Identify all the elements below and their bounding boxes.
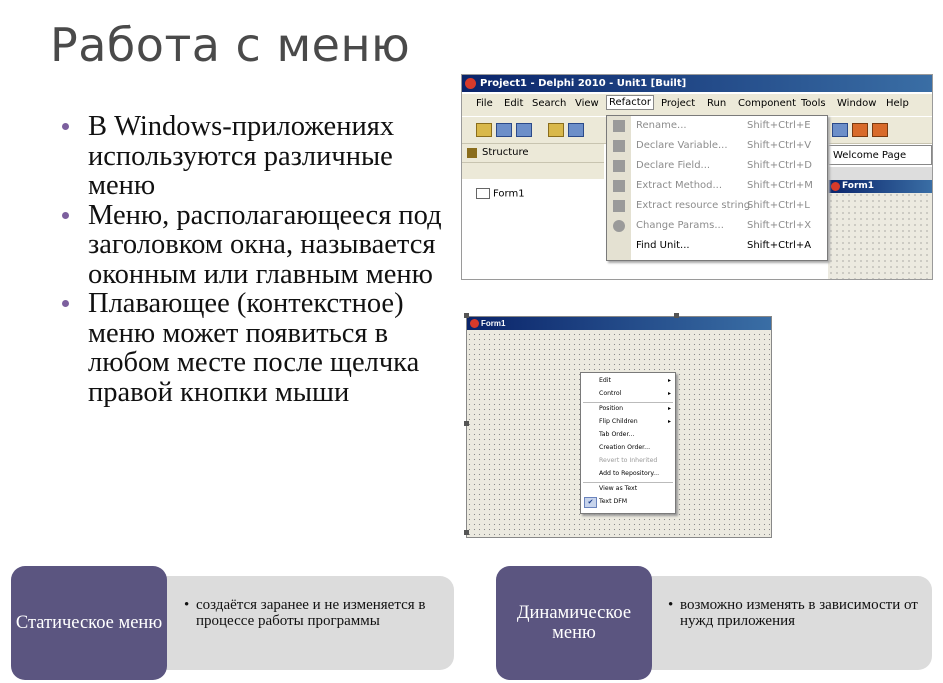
structure-label: Structure xyxy=(482,147,529,158)
context-item-tab-order[interactable]: Tab Order... xyxy=(599,431,635,438)
menu-item-extract-method[interactable]: Extract Method... Shift+Ctrl+M xyxy=(607,176,827,196)
open-icon[interactable] xyxy=(476,123,492,137)
form-caption: Form1 xyxy=(828,180,932,193)
declare-variable-icon xyxy=(613,140,625,152)
context-item-control[interactable]: Control xyxy=(599,390,622,397)
checkmark-icon: ✔ xyxy=(584,497,597,508)
menu-search[interactable]: Search xyxy=(532,98,567,109)
menu-item-find-unit[interactable]: Find Unit... Shift+Ctrl+A xyxy=(636,240,812,251)
context-menu xyxy=(580,372,676,514)
resize-handle[interactable] xyxy=(464,313,469,318)
bullet-icon: • xyxy=(184,597,190,613)
submenu-arrow-icon: ▸ xyxy=(667,418,671,425)
step-icon[interactable] xyxy=(852,123,868,137)
menu-item-declare-variable[interactable]: Declare Variable... Shift+Ctrl+V xyxy=(607,136,827,156)
ide-window-title: Project1 - Delphi 2010 - Unit1 [Built] xyxy=(480,78,687,89)
rename-icon xyxy=(613,120,625,132)
trace-icon[interactable] xyxy=(872,123,888,137)
refactor-dropdown xyxy=(606,115,828,261)
menu-separator xyxy=(583,482,673,483)
submenu-arrow-icon: ▸ xyxy=(667,377,671,384)
context-item-revert-to-inherited[interactable]: Revert to Inherited xyxy=(599,457,658,464)
form-icon xyxy=(476,188,490,199)
context-item-edit[interactable]: Edit xyxy=(599,377,611,384)
context-item-position[interactable]: Position xyxy=(599,405,624,412)
structure-panel xyxy=(462,144,604,280)
menu-file[interactable]: File xyxy=(476,98,493,109)
menu-refactor[interactable]: Refactor xyxy=(606,95,654,110)
ide-title-bar xyxy=(462,75,932,92)
menu-view[interactable]: View xyxy=(575,98,599,109)
context-item-add-to-repository[interactable]: Add to Repository... xyxy=(599,470,660,477)
resize-handle[interactable] xyxy=(464,530,469,535)
extract-resource-icon xyxy=(613,200,625,212)
menu-component[interactable]: Component xyxy=(738,98,797,109)
tree-node-form1[interactable] xyxy=(476,188,525,200)
tab-welcome-page[interactable]: Welcome Page xyxy=(828,145,932,165)
menu-edit[interactable]: Edit xyxy=(504,98,524,109)
structure-toolbar xyxy=(462,162,604,179)
context-item-flip-children[interactable]: Flip Children xyxy=(599,418,638,425)
context-item-text-dfm[interactable]: Text DFM xyxy=(599,498,628,505)
dynamic-menu-description: • возможно изменять в зависимости от нужд приложения xyxy=(668,597,918,629)
submenu-arrow-icon: ▸ xyxy=(667,390,671,397)
form-designer-preview xyxy=(828,167,932,279)
delphi-logo-icon xyxy=(465,78,476,89)
menu-separator xyxy=(583,402,673,403)
menu-window[interactable]: Window xyxy=(837,98,877,109)
menu-item-change-params[interactable]: Change Params... Shift+Ctrl+X xyxy=(607,216,827,236)
bullet-item: Плавающее (контекстное) меню может появиться в любом месте после щелчка правой кнопки мыши xyxy=(60,289,450,407)
structure-header xyxy=(462,144,604,162)
bullet-list xyxy=(60,112,450,407)
menu-item-extract-resource-string[interactable]: Extract resource string Shift+Ctrl+L xyxy=(607,196,827,216)
menu-tools[interactable]: Tools xyxy=(801,98,826,109)
context-item-view-as-text[interactable]: View as Text xyxy=(599,485,638,492)
menu-project[interactable]: Project xyxy=(661,98,696,109)
form-caption: Form1 xyxy=(467,317,771,330)
ide-menu-bar xyxy=(462,94,932,116)
context-item-creation-order[interactable]: Creation Order... xyxy=(599,444,651,451)
change-params-icon xyxy=(613,220,625,232)
save-all-icon[interactable] xyxy=(516,123,532,137)
form-designer-screenshot xyxy=(462,311,773,536)
menu-help[interactable]: Help xyxy=(886,98,909,109)
menu-item-declare-field[interactable]: Declare Field... Shift+Ctrl+D xyxy=(607,156,827,176)
form-designer[interactable] xyxy=(466,316,772,538)
dynamic-menu-label: Динамическое меню xyxy=(496,566,652,680)
form-preview xyxy=(828,180,932,280)
run-icon[interactable] xyxy=(832,123,848,137)
submenu-arrow-icon: ▸ xyxy=(667,405,671,412)
add-file-icon[interactable] xyxy=(568,123,584,137)
menu-item-rename[interactable]: Rename... Shift+Ctrl+E xyxy=(607,116,827,136)
bullet-item: В Windows-приложениях используются различные меню xyxy=(60,112,450,201)
save-icon[interactable] xyxy=(496,123,512,137)
tree-node-label: Form1 xyxy=(493,188,525,200)
resize-handle[interactable] xyxy=(674,313,679,318)
static-menu-label: Статическое меню xyxy=(11,566,167,680)
resize-handle[interactable] xyxy=(464,421,469,426)
structure-icon xyxy=(467,148,477,158)
delphi-ide-screenshot xyxy=(461,74,933,280)
declare-field-icon xyxy=(613,160,625,172)
open-project-icon[interactable] xyxy=(548,123,564,137)
static-menu-description: • создаётся заранее и не изменяется в процессе работы программы xyxy=(184,597,426,629)
extract-method-icon xyxy=(613,180,625,192)
bullet-icon: • xyxy=(668,597,674,613)
bullet-item: Меню, располагающееся под заголовком окна, называется оконным или главным меню xyxy=(60,201,450,290)
menu-run[interactable]: Run xyxy=(707,98,727,109)
slide-title: Работа с меню xyxy=(50,18,411,72)
